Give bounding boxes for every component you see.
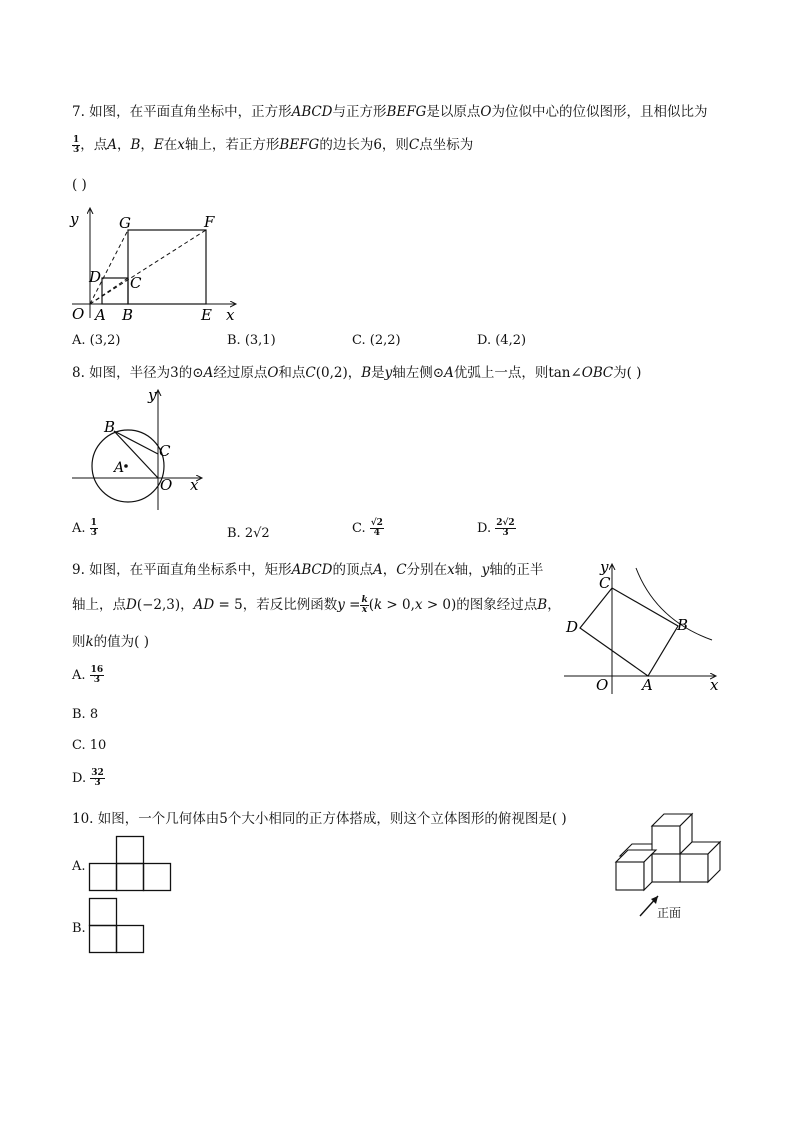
q8-option-a[interactable]: A. $\frac{1}{3}$: [72, 518, 97, 538]
q10-option-a-label[interactable]: A.: [72, 859, 86, 874]
q9-rectangle-abcd: [580, 588, 678, 676]
q7-label-g: G: [119, 214, 131, 232]
q7-option-a[interactable]: A. (3,2): [72, 333, 121, 348]
q10-option-b-figure[interactable]: [88, 897, 148, 955]
q8-stem: 8. 如图，半径为3的⊙𝐴经过原点𝑂和点𝐶(0,2)，𝐵是𝑦轴左侧⊙𝐴优弧上一点，则tan∠𝑂𝐵𝐶为( ): [72, 365, 642, 381]
q7-label-x: x: [226, 306, 235, 324]
q8-option-b[interactable]: B. 2√2: [227, 526, 270, 541]
q8-label-o: O: [160, 476, 173, 494]
q8-label-b: B: [104, 418, 116, 436]
q7-answer-paren: ( ): [72, 177, 87, 193]
q9-label-d: D: [566, 618, 579, 636]
q7-label-e: E: [201, 306, 212, 324]
q7-option-d[interactable]: D. (4,2): [477, 333, 527, 348]
q7-stem-line2: $\frac{1}{3}$ ，点𝐴，𝐵，𝐸在𝑥轴上，若正方形𝐵𝐸𝐹𝐺的边长为6，则𝐶点坐标为: [73, 135, 474, 155]
q7-label-c: C: [130, 274, 142, 292]
q7-figure: [64, 200, 254, 325]
q9-stem-line1: 9. 如图，在平面直角坐标系中，矩形𝐴𝐵𝐶𝐷的顶点𝐴，𝐶分别在𝑥轴，𝑦轴的正半: [72, 562, 544, 578]
q9-option-c[interactable]: C. 10: [72, 738, 107, 753]
q10-front-label: 正面: [657, 906, 682, 920]
q7-stem-line1: 7. 如图，在平面直角坐标中，正方形𝐴𝐵𝐶𝐷与正方形𝐵𝐸𝐹𝐺是以原点𝑂为位似中心的位似图形，且相似比为: [72, 104, 708, 120]
q9-k-over-x: $\frac{k}{x}$: [361, 595, 368, 615]
q9-label-o: O: [596, 676, 609, 694]
q7-square-befg: [128, 230, 206, 304]
q7-label-d: D: [89, 268, 102, 286]
q8-circle-a: [92, 430, 164, 502]
q8-label-a: A: [114, 460, 125, 476]
q9-option-d[interactable]: D. $\frac{32}{3}$: [72, 768, 104, 788]
q8-label-y: y: [148, 386, 157, 404]
q7-square-abcd: [102, 278, 128, 304]
q7-ratio-fraction: $\frac{1}{3}$: [73, 135, 80, 155]
q7-option-c[interactable]: C. (2,2): [352, 333, 401, 348]
q8-option-c[interactable]: C. $\frac{√2}{4}$: [352, 518, 383, 538]
q7-label-o: O: [72, 305, 85, 323]
q10-stem: 10. 如图，一个几何体由5个大小相同的正方体搭成，则这个立体图形的俯视图是( ): [72, 811, 567, 827]
q7-dashed-og: [90, 230, 128, 304]
q8-label-c: C: [159, 442, 171, 460]
q7-label-y: y: [70, 210, 79, 228]
q7-dashed-of: [90, 230, 206, 304]
q8-center-dot: [124, 464, 128, 468]
q10-option-b-label[interactable]: B.: [72, 921, 86, 936]
q8-label-x: x: [190, 476, 199, 494]
q9-stem-line2: 轴上，点𝐷(−2,3)，𝐴𝐷 = 5，若反比例函数𝑦 = $\frac{k}{x}$ (𝑘 > 0,𝑥 > 0)的图象经过点𝐵，: [72, 595, 561, 615]
q8-figure: [64, 382, 214, 514]
q9-label-b: B: [677, 616, 689, 634]
q8-option-d[interactable]: D. $\frac{2√2}{3}$: [477, 518, 515, 538]
q9-label-a: A: [642, 676, 653, 694]
q9-figure: [560, 556, 730, 698]
q7-label-b: B: [122, 306, 134, 324]
q7-label-f: F: [204, 213, 215, 231]
q7-label-a: A: [95, 306, 106, 324]
q9-stem-line3: 则𝑘的值为( ): [72, 634, 150, 650]
q9-hyperbola: [636, 568, 712, 640]
q10-option-a-figure[interactable]: [88, 835, 174, 893]
q9-label-y: y: [600, 558, 609, 576]
q9-label-x: x: [710, 676, 719, 694]
q7-option-b[interactable]: B. (3,1): [227, 333, 276, 348]
q9-label-c: C: [599, 574, 611, 592]
q9-option-a[interactable]: A. $\frac{16}{3}$: [72, 665, 104, 685]
q9-option-b[interactable]: B. 8: [72, 707, 99, 722]
